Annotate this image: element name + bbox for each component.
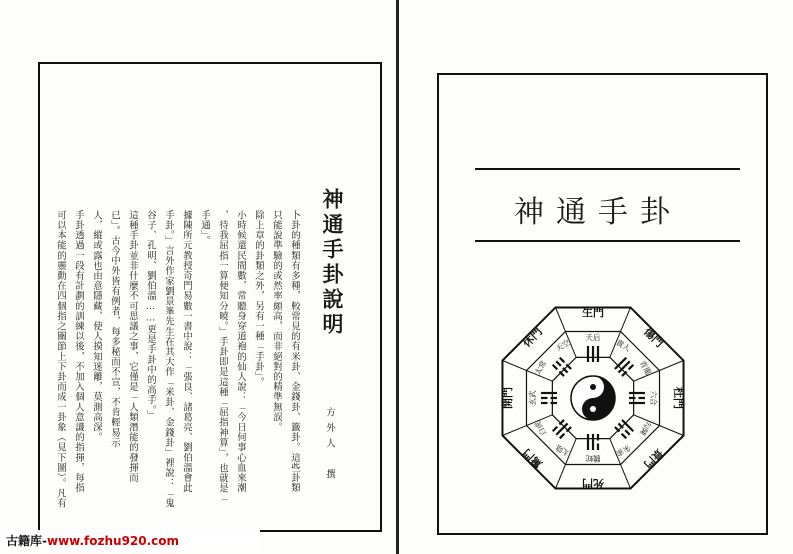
trigram-icon	[553, 358, 571, 376]
title-rule-top	[475, 168, 740, 170]
god-label: 太陰	[554, 442, 572, 459]
trigram-line	[556, 361, 561, 366]
body-column: 可以本能的靈動在四個指之關節上下卦而成一卦象（見下圖）。凡有	[55, 210, 66, 509]
gate-label: 景門	[641, 446, 666, 471]
bagua-diagram	[493, 281, 693, 516]
site-url: www.fozhu920.com	[46, 534, 180, 548]
trigram-icon	[615, 420, 633, 438]
yin-dot	[590, 384, 596, 390]
trigram-line	[625, 430, 630, 435]
body-column: 谷子、孔明、劉伯溫……更是手卦中的高手。」	[145, 210, 156, 421]
trigram-icon	[588, 346, 598, 362]
body-column: 據陳所元教授奇門易數一書中說：「張良、諸葛亮、劉伯溫會此	[181, 210, 192, 493]
watermark-footer	[0, 530, 260, 552]
body-column: 這種手卦並非什麼不可思議之事，它僅是「人類潛能的發揮而	[127, 210, 138, 483]
body-column: ，待我屈指一算便知分曉。」手卦即是這種「屈指神算」，也就是「	[217, 210, 228, 504]
gate-label: 死門	[582, 477, 604, 490]
bagua-svg	[493, 281, 693, 516]
trigram-line	[622, 434, 627, 439]
god-label: 勾陳	[637, 419, 654, 437]
god-label: 騰蛇	[585, 454, 601, 463]
trigram-line	[629, 365, 634, 370]
trigram-line	[560, 358, 565, 363]
gate-label: 生門	[582, 306, 604, 319]
body-column: 只能說準驗的或然率頗高，而非絕對的精準無誤。	[271, 210, 282, 433]
god-label: 六合	[649, 390, 658, 406]
author-byline: 方外人 撰	[324, 407, 335, 485]
body-column: 手卦。」言外作家劉景峯先生在其大作「米卦、金錢卦」裡說：「鬼	[163, 210, 174, 509]
body-column: 手卦透過一段有計劃的訓練以後，不加入個人意識的指揮，每指	[73, 210, 84, 493]
trigram-line	[553, 365, 558, 370]
trigram-line	[560, 434, 565, 439]
god-label: 貴人	[614, 337, 632, 354]
god-label: 朱雀	[614, 442, 632, 459]
god-label: 白虎	[532, 419, 549, 437]
body-column: 小時候還民間數，常聽身穿道袍的仙人說：「今日何事心血來潮	[235, 210, 246, 493]
body-column: 除上章的卦類之外，另有一種「手卦」。	[253, 210, 264, 388]
gate-label: 開門	[501, 387, 514, 409]
body-column: 手通」。	[199, 210, 210, 246]
body-column: 人，縱或露也由意隱藏，使人摸知迷離，莫測高深。	[91, 210, 102, 443]
body-column: 卜卦的種類有多種，較常見的有米卦、金錢卦、籤卦。這些卦類	[289, 210, 300, 493]
gate-label: 驚門	[520, 446, 545, 471]
gate-label: 杜門	[672, 387, 685, 409]
trigram-line	[553, 427, 558, 432]
god-label: 玄武	[528, 390, 537, 406]
body-column: 已」。古今中外皆有例者，每多秘而不宣，不肯輕易示	[109, 210, 120, 448]
yang-dot	[590, 406, 596, 412]
gate-label: 傷門	[641, 325, 666, 350]
trigram-icon	[541, 393, 557, 403]
title-rule-bottom	[475, 240, 740, 242]
trigram-icon	[615, 358, 633, 376]
trigram-icon	[588, 434, 598, 450]
god-label: 天空	[554, 337, 572, 354]
god-label: 太常	[532, 359, 549, 377]
site-brand: 古籍库-	[6, 534, 47, 548]
gate-label: 休門	[520, 325, 545, 350]
god-label: 天后	[585, 333, 601, 342]
trigram-icon	[553, 420, 571, 438]
book-spine	[396, 0, 399, 554]
chart-title: 神通手卦	[514, 195, 682, 230]
god-label: 青龍	[637, 359, 654, 377]
trigram-icon	[629, 393, 645, 403]
page-title: 神通手卦說明	[320, 188, 345, 338]
